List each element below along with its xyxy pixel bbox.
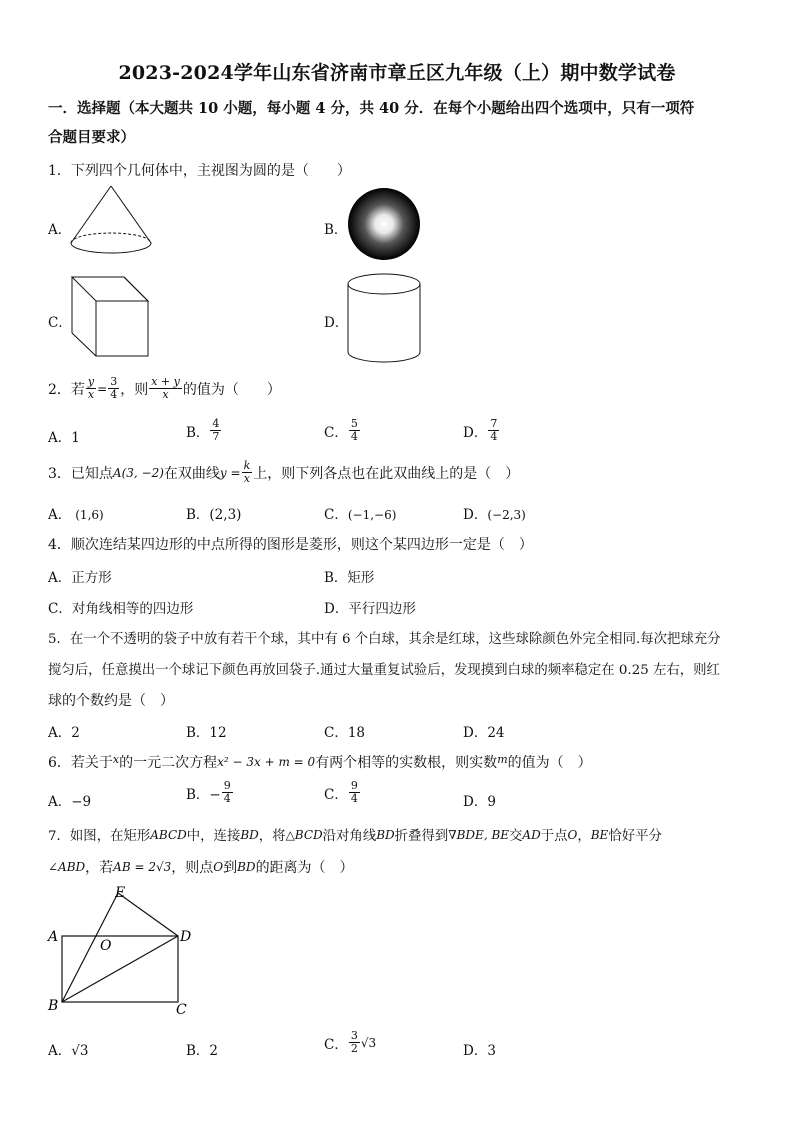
- q2-given-val-num: 3: [110, 375, 118, 388]
- q7-l1-b: ，将: [258, 829, 286, 844]
- q5-stem-line1: 5．在一个不透明的袋子中放有若干个球，其中有 6 个白球，其余是红球，这些球除颜色外完全相同.每次把球充分: [48, 632, 721, 647]
- q2-option-d-label: D．: [463, 424, 488, 441]
- label-b: B: [48, 998, 59, 1014]
- q7-option-c-num: 3: [350, 1029, 358, 1042]
- q7-l1-a: 中，连接: [186, 829, 241, 844]
- q2-stem: [48, 376, 281, 401]
- q6-post: 的值为（ ）: [507, 755, 592, 771]
- q2-option-b-den: 7: [212, 430, 220, 443]
- q3-option-d-label: D．: [463, 507, 488, 523]
- q2-post: 的值为（ ）: [182, 381, 281, 398]
- page-title: 2023-2024学年山东省济南市章丘区九年级（上）期中数学试卷: [118, 62, 676, 84]
- q7-option-c-radical: √3: [360, 1035, 377, 1050]
- q2-expression: [149, 376, 182, 401]
- q3-option-d-value: (−2,3): [487, 508, 526, 522]
- q7-be: BE: [590, 827, 609, 842]
- q2-expr-den: x: [162, 388, 169, 401]
- q2-option-b-num: 4: [212, 417, 220, 430]
- q4-option-c: C．对角线相等的四边形: [48, 601, 194, 617]
- q7-option-d: D．3: [463, 1043, 496, 1059]
- q7-option-a: A．√3: [48, 1043, 89, 1059]
- q4-stem: 4．顺次连结某四边形的中点所得的图形是菱形，则这个某四边形一定是（ ）: [48, 537, 533, 553]
- q5-option-d: D．24: [463, 725, 505, 741]
- q2-given-value: [108, 376, 119, 401]
- q3-stem: [48, 460, 519, 485]
- q7-l2-c: 到: [223, 860, 238, 876]
- q6-prefix: 6．若关于: [48, 755, 113, 771]
- q2-option-b: [186, 418, 222, 443]
- q1-option-a: A．: [48, 222, 72, 238]
- q2-option-c-den: 4: [350, 430, 358, 443]
- q2-given-num: y: [87, 375, 95, 388]
- q7-l1-e: 交: [509, 829, 523, 844]
- q6-option-c-num: 9: [350, 779, 358, 792]
- q6-option-c: [324, 780, 361, 805]
- q7-o1: O: [567, 827, 578, 842]
- label-c: C: [176, 1002, 187, 1018]
- q2-given-fraction: [86, 376, 96, 401]
- q6-option-b-den: 4: [223, 792, 231, 805]
- q3-option-b: B．(2,3): [186, 507, 242, 523]
- q2-option-a: A．1: [48, 430, 80, 446]
- q7-l1-pre: 7．如图，在矩形: [48, 829, 151, 844]
- q6-option-b-label: B．−: [186, 786, 221, 803]
- q3-prefix: 3．已知点: [48, 465, 113, 482]
- q4-option-b: B．矩形: [324, 570, 375, 586]
- q3-option-a-value: (1,6): [75, 508, 104, 522]
- q3-curve-fraction: [242, 460, 253, 485]
- q4-option-d: D．平行四边形: [324, 601, 416, 617]
- q6-option-a: A．−9: [48, 794, 92, 810]
- cylinder-figure: [345, 272, 423, 366]
- q6-var-x: x: [112, 752, 120, 766]
- q3-option-c-value: (−1,−6): [347, 508, 397, 522]
- q5-option-a: A．2: [48, 725, 80, 741]
- q7-option-c-den: 2: [350, 1042, 358, 1055]
- q3-option-c: [324, 503, 396, 523]
- q1-option-c: C．: [48, 315, 72, 331]
- q7-l1-h: 恰好平分: [608, 829, 662, 844]
- q3-option-a-label: A．: [48, 507, 72, 523]
- q6-mid2: 有两个相等的实数根，则实数: [315, 755, 498, 771]
- q6-option-b-fraction: [222, 780, 233, 805]
- q4-option-a: A．正方形: [48, 570, 112, 586]
- q2-option-c-label: C．: [324, 424, 348, 441]
- q7-geometry-figure: [40, 880, 210, 1020]
- q2-option-c-num: 5: [350, 417, 358, 430]
- q1-option-b: B．: [324, 222, 348, 238]
- cone-figure: [66, 184, 156, 262]
- q2-given-val-den: 4: [110, 388, 118, 401]
- q5-option-b: B．12: [186, 725, 227, 741]
- q7-option-c-label: C．: [324, 1036, 348, 1053]
- q2-given-den: x: [87, 388, 95, 401]
- q7-triangle2: ∇BDE, BE: [448, 827, 510, 842]
- sphere-figure: [346, 186, 422, 262]
- q2-option-d: [463, 418, 500, 443]
- cube-figure: [68, 273, 152, 361]
- q7-stem-line2: [48, 857, 354, 877]
- q7-stem-line1: [48, 825, 662, 844]
- q2-option-c: [324, 418, 361, 443]
- q7-bd3: BD: [237, 860, 256, 874]
- q7-l2-a: ，若: [85, 860, 114, 876]
- q3-curve-lhs: y =: [219, 465, 241, 480]
- q3-option-c-label: C．: [324, 507, 348, 523]
- q3-post: 上，则下列各点也在此双曲线上的是（ ）: [253, 465, 520, 482]
- q3-option-a: [48, 503, 104, 523]
- q1-stem: 1．下列四个几何体中，主视图为圆的是（ ）: [48, 163, 351, 179]
- q7-l1-c: 沿对角线: [322, 829, 377, 844]
- q6-equation: x² − 3x + m = 0: [217, 755, 316, 769]
- q7-bd1: BD: [240, 827, 259, 842]
- q2-option-b-label: B．: [186, 424, 210, 441]
- q6-var-m: m: [497, 752, 508, 766]
- q3-option-d: [463, 503, 526, 523]
- q7-triangle: △BCD: [285, 827, 323, 842]
- q5-stem-line2: 搅匀后，任意摸出一个球记下颜色再放回袋子.通过大量重复试验后，发现摸到白球的频率稳定在 0.25 左右，则红: [48, 663, 720, 678]
- label-e: E: [115, 885, 126, 901]
- q7-rect: ABCD: [150, 827, 187, 842]
- q6-option-c-den: 4: [350, 792, 358, 805]
- q2-option-d-fraction: [488, 418, 499, 443]
- q2-mid: ，则: [120, 381, 149, 398]
- q6-option-c-fraction: [349, 780, 360, 805]
- q7-l2-b: ，则点: [171, 860, 214, 876]
- q3-mid: 在双曲线: [163, 465, 220, 482]
- q7-ab-value: AB = 2√3: [113, 860, 172, 874]
- q6-mid: 的一元二次方程: [119, 755, 218, 771]
- q7-option-c-fraction: [349, 1030, 360, 1055]
- q7-bd2: BD: [376, 827, 395, 842]
- section-heading: 一．选择题（本大题共 10 小题，每小题 4 分，共 40 分．在每个小题给出四个选项中，只有一项符: [48, 100, 695, 117]
- q6-option-b: [186, 780, 234, 805]
- q7-o2: O: [213, 860, 224, 874]
- q7-l2-d: 的距离为（ ）: [255, 860, 354, 876]
- q7-option-b: B．2: [186, 1043, 219, 1059]
- label-d: D: [180, 929, 192, 945]
- label-o: O: [100, 938, 112, 954]
- q3-curve-num: k: [243, 459, 251, 472]
- q7-l1-d: 折叠得到: [394, 829, 449, 844]
- q7-l1-g: ，: [577, 829, 591, 844]
- q5-option-c: C．18: [324, 725, 366, 741]
- q2-expr-num: x + y: [151, 375, 180, 388]
- q7-angle: ∠ABD: [48, 860, 86, 874]
- q6-stem: [48, 752, 592, 772]
- q6-option-b-num: 9: [223, 779, 231, 792]
- q2-prefix: 2．若: [48, 381, 85, 398]
- q5-stem-line3: 球的个数约是（ ）: [48, 693, 174, 709]
- section-heading-cont: 合题目要求）: [48, 129, 135, 146]
- q7-ad: AD: [522, 827, 541, 842]
- q2-option-c-fraction: [349, 418, 360, 443]
- q2-option-b-fraction: [210, 418, 221, 443]
- q1-option-d: D．: [324, 315, 349, 331]
- q2-option-d-num: 7: [490, 417, 498, 430]
- segment-ed: [118, 893, 178, 936]
- q3-point: A(3, −2): [112, 465, 164, 480]
- q6-option-c-label: C．: [324, 786, 348, 803]
- q2-option-d-den: 4: [490, 430, 498, 443]
- q7-option-c: [324, 1030, 376, 1055]
- label-a: A: [48, 929, 59, 945]
- q6-option-d: D．9: [463, 794, 496, 810]
- q3-curve-den: x: [243, 472, 250, 485]
- q7-l1-f: 于点: [540, 829, 568, 844]
- q2-eq-sign: =: [97, 381, 108, 396]
